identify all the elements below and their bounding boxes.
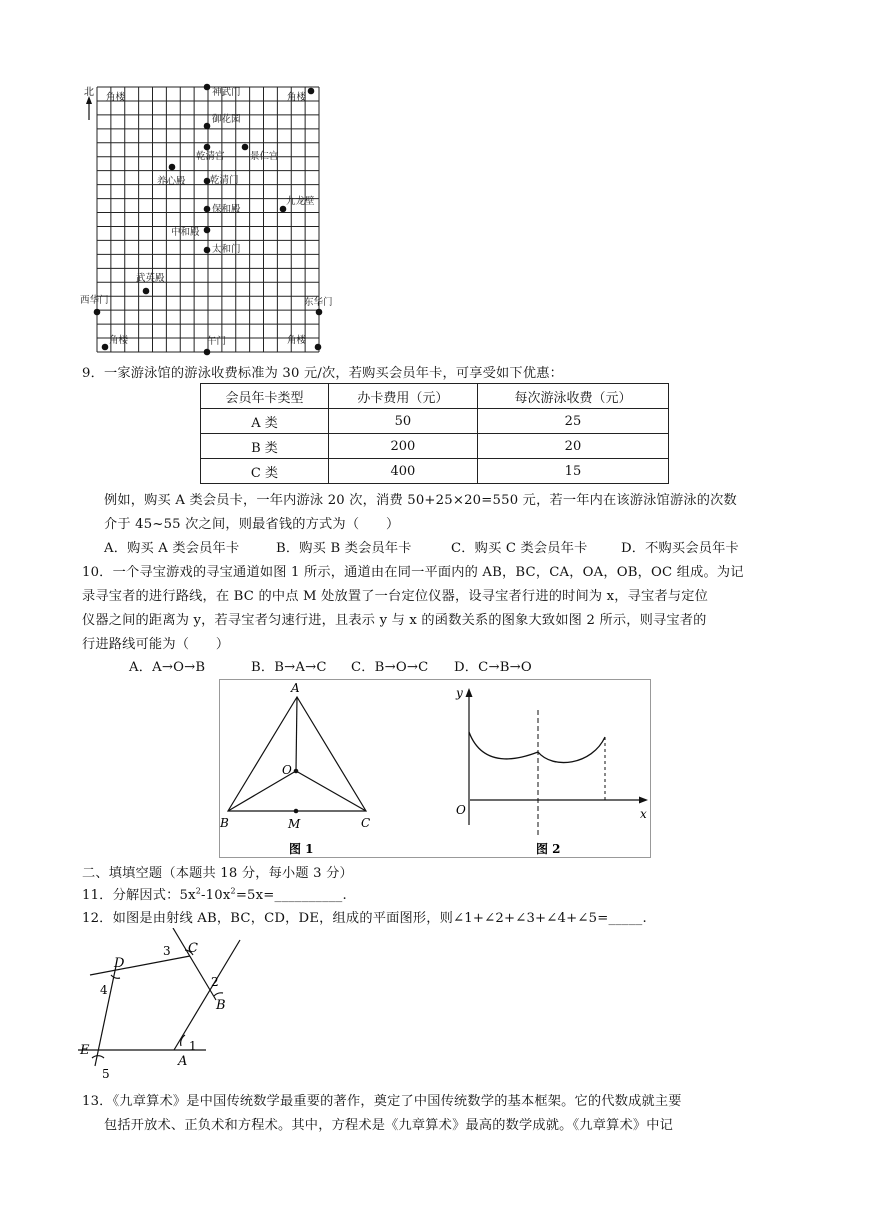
membership-fee-table: [200, 383, 669, 484]
table-cell: C 类: [201, 459, 329, 484]
table-cell: 200: [328, 434, 477, 459]
q10-line3: 仪器之间的距离为 y，若寻宝者匀速行进，且表示 y 与 x 的函数关系的图象大致如图 2 所示，则寻宝者的: [82, 613, 707, 628]
map-label: 午门: [207, 336, 227, 347]
q9-stem: 9．一家游泳馆的游泳收费标准为 30 元/次，若购买会员年卡，可享受如下优惠：: [82, 366, 563, 381]
q11-suffix: =5x=__________.: [235, 888, 347, 903]
q10-line2: 录寻宝者的进行路线，在 BC 的中点 M 处放置了一台定位仪器，设寻宝者行进的时间为 x，寻宝者与定位: [82, 589, 708, 604]
dot-taihemen: [204, 247, 211, 254]
x-axis-arrow-icon: [639, 797, 648, 804]
table-cell: 50: [328, 409, 477, 434]
map-label: 东华门: [304, 297, 333, 308]
map-label: 中和殿: [171, 227, 200, 238]
q12-stem: 12．如图是由射线 AB，BC，CD，DE，组成的平面图形，则∠1+∠2+∠3+∠4+∠5=_____.: [82, 911, 647, 926]
q12-label-d: D: [114, 956, 125, 971]
north-label: 北: [84, 87, 94, 98]
q12-label-b: B: [216, 998, 226, 1013]
dot-donghuamen: [316, 309, 323, 316]
dot-xihuamen: [94, 309, 101, 316]
q12-angle-5: 5: [102, 1067, 110, 1081]
fig2-caption: 图 2: [536, 842, 561, 856]
q10-line4: 行进路线可能为（ ）: [82, 637, 230, 652]
table-cell: A 类: [201, 409, 329, 434]
q11-exponent: 2: [195, 886, 202, 896]
dot-yangxindian: [169, 164, 176, 171]
map-label: 神武门: [212, 87, 241, 98]
q12-angle-1: 1: [189, 1039, 197, 1053]
y-axis-arrow-icon: [466, 688, 473, 697]
q12-angle-2: 2: [211, 975, 219, 989]
q10-line1: 10．一个寻宝游戏的寻宝通道如图 1 所示，通道由在同一平面内的 AB，BC，CA，OA，OB，OC 组成。为记: [82, 565, 744, 580]
graph-axes: [469, 694, 642, 825]
q12-label-a: A: [178, 1054, 188, 1069]
distance-curve: [469, 732, 605, 763]
q12-angle-3: 3: [163, 944, 171, 958]
dot-jingrengong: [242, 144, 249, 151]
table-row: [201, 434, 669, 459]
q9-example-line1: 例如，购买 A 类会员卡，一年内游泳 20 次，消费 50+25×20=550 元，若一年内在该游泳馆游泳的次数: [104, 493, 737, 508]
map-label: 养心殿: [157, 176, 186, 187]
q9-example-line2: 介于 45~55 次之间，则最省钱的方式为（ ）: [104, 517, 400, 532]
q10-option-d[interactable]: D．C→B→O: [454, 660, 532, 675]
table-cell: 15: [477, 459, 668, 484]
table-cell: 20: [477, 434, 668, 459]
fig1-label-a: A: [291, 681, 300, 695]
table-header: 每次游泳收费（元）: [477, 384, 668, 409]
table-cell: 25: [477, 409, 668, 434]
dot-shenwumen: [204, 84, 211, 91]
q13-line1: 13．《九章算术》是中国传统数学最重要的著作，奠定了中国传统数学的基本框架。它的代数成就主要: [82, 1094, 682, 1109]
map-label: 景仁宫: [250, 151, 279, 162]
map-label: 武英殿: [136, 273, 165, 284]
table-header: 会员年卡类型: [201, 384, 329, 409]
dot-yuhuayuan: [204, 123, 211, 130]
q12-pentagon-figure: [78, 928, 248, 1082]
fig2-label-y: y: [456, 686, 463, 700]
fig1-label-o: O: [282, 763, 292, 777]
fig1-label-b: B: [220, 816, 229, 830]
map-label: 御花园: [212, 114, 241, 125]
q10-figures: [220, 680, 650, 857]
q9-option-b[interactable]: B．购买 B 类会员年卡: [276, 541, 412, 556]
map-label: 乾清宫: [196, 151, 225, 162]
q10-option-a[interactable]: A．A→O→B: [129, 660, 206, 675]
q11-prefix: 11．分解因式：5x: [82, 888, 196, 903]
fig1-caption: 图 1: [289, 842, 314, 856]
q12-angle-4: 4: [100, 983, 108, 997]
q9-option-a[interactable]: A．购买 A 类会员年卡: [104, 541, 240, 556]
fig2-label-x: x: [640, 807, 647, 821]
map-label: 乾清门: [210, 175, 239, 186]
map-label: 角楼: [106, 92, 126, 103]
fig1-label-c: C: [361, 816, 371, 830]
north-arrow-icon: [86, 96, 92, 120]
q12-label-c: C: [188, 941, 198, 956]
fig2-label-o: O: [456, 803, 466, 817]
palace-grid-map: [78, 80, 338, 358]
map-label: 太和门: [212, 244, 241, 255]
section-heading: 二、填填空题（本题共 18 分，每小题 3 分）: [82, 866, 353, 881]
dot-corner-ne: [308, 88, 315, 95]
map-label: 保和殿: [212, 204, 241, 215]
table-header: 办卡费用（元）: [328, 384, 477, 409]
q12-label-e: E: [80, 1043, 90, 1058]
triangle-figure: [228, 697, 366, 811]
q11-exponent: 2: [230, 886, 236, 896]
dot-corner-sw: [102, 344, 109, 351]
dot-baohedian: [204, 206, 211, 213]
q13-line2: 包括开放术、正负术和方程术。其中，方程术是《九章算术》最高的数学成就。《九章算术》中记: [104, 1118, 674, 1133]
table-header-row: [201, 384, 669, 409]
table-cell: 400: [328, 459, 477, 484]
map-label: 角楼: [287, 335, 307, 346]
q9-option-d[interactable]: D．不购买会员年卡: [621, 541, 739, 556]
q11-stem: [82, 884, 347, 903]
map-label: 角楼: [109, 335, 129, 346]
q10-option-b[interactable]: B．B→A→C: [251, 660, 327, 675]
dot-zhonghedian: [204, 227, 211, 234]
dot-wumen: [204, 349, 211, 356]
map-label: 西华门: [80, 295, 109, 306]
fig1-label-m: M: [288, 817, 301, 831]
q10-figure-box: [219, 679, 651, 858]
q9-option-c[interactable]: C．购买 C 类会员年卡: [451, 541, 588, 556]
q11-middle: -10x: [201, 888, 231, 903]
q10-option-c[interactable]: C．B→O→C: [351, 660, 429, 675]
dot-wuyingdian: [143, 288, 150, 295]
map-label: 九龙壁: [286, 196, 315, 207]
table-cell: B 类: [201, 434, 329, 459]
dot-qianqinggong: [204, 144, 211, 151]
table-row: [201, 459, 669, 484]
dot-corner-se: [315, 344, 322, 351]
map-label: 角楼: [287, 92, 307, 103]
table-row: [201, 409, 669, 434]
